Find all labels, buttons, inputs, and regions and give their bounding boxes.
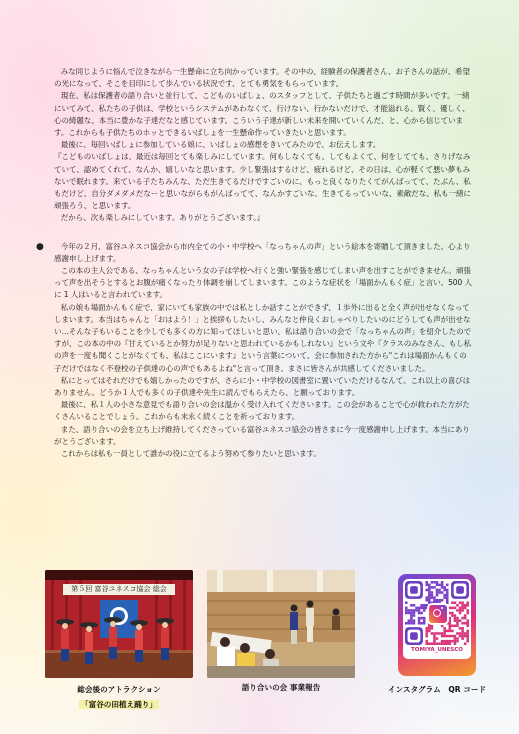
meeting-caption <box>207 682 355 693</box>
paragraph: みな同じように悩んで泣きながら一生懸命に立ち向かっています。その中の、経験者の保護者さん、お子さんの話が、希望の光になって、そこを目印にして歩んでいる状況です、とても勇気をもらっています。 <box>54 67 470 89</box>
meeting-caption-text: 語り合いの会 事業報告 <box>241 683 321 692</box>
quote-paragraph: 『こどものいばしょは、最近は毎回とても楽しみにしています。何もしなくても、してもよくて、何をしてても、さりげなみていて、認めてくれて、なんか、嬉しいなと思います。少し緊張はするけど、疲れるけど、その日は、心が軽くて悪い夢もみないで眠れます。来ている子たちみんな、ただ生きてるだけですごいのに、もっと良くなりたくてがんばってて、たぶん、私もだけど、自分ダメダメだなーと思いながらもがんばってて、なんかすごいな、生きてるっていいな、素敵だな、私も一緒に頑張ろう、と思います。 <box>54 152 471 211</box>
paragraph: 私の娘も場面かんもく症で、家にいても家族の中では私としか話すことができず、１歩外に出ると全く声が出せなくなってしまいます。本当はちゃんと「おはよう！」と挨拶もしたいし、みんなと仲良くおしゃべりしたいのにどうしても声が出せない…そんな子もいることを少しでも多くの方に知ってほしいと思い、私は語り合いの会で「なっちゃんの声」を紹介したのですが、この本の中の『甘えているとか努力が足りないと思われているかもしれない』という文や『クラスのみなさん、もし私の声を一度も聞くことがなくても、私はここにいます』という言葉について、会に参加された方から"これは場面かんもくの子だけではなく不登校の子供達の心の声でもあるよね"と言って頂き、まさに皆さんが共感してくださいました。 <box>54 302 472 373</box>
instagram-icon <box>427 603 449 625</box>
thanks-section <box>36 241 474 461</box>
paragraph: 現在、私は保護者の語り合いと並行して、こどものいばしょ、のスタッフとして、子供たちと過ごす時間が多いです。一緒にいてみて、私たちの子供は、学校というシステムがあわなくて、行けない、行かないだけで、才能溢れる、賢く、優しく、心の綺麗な、本当に豊かな子達だなと感じています。こういう子達が新しい未来を開いていくんだ、と、心から信じています。これからも子供たちのホッとできるいばしょを一生懸命作っていきたいと思います。 <box>54 91 470 138</box>
stage-banner: 第５回 富谷ユネスコ協会 総会 <box>71 585 167 593</box>
paragraph: 私にとってはそれだけでも嬉しかったのですが、さらに小・中学校の図書室に置いていただけるなんて。これ以上の喜びはありません。どうか１人でも多くの子供達や先生に読んでもらえたら、と願っております。 <box>54 375 471 398</box>
qr-code-inner <box>403 579 471 659</box>
paragraph: この本の主人公である、なっちゃんという女の子は学校へ行くと強い緊張を感じてしまい声を出すことができません。頑張って声を出そうとするとお腹が痛くなったり体調を崩してしまいます。このような症状を「場面かんもく症」と言い、500 人に 1 人はいると言われています。 <box>54 266 472 300</box>
stage-caption-line2: 「富谷の田植え踊り」 <box>81 700 157 709</box>
paragraph: 最後に、毎回いばしょに参加している娘に、いばしょの感想をきいてみたので、お伝えします。 <box>60 140 381 150</box>
qr-handle: TOMIYA_UNESCO <box>411 647 463 653</box>
bullet-icon: ● <box>36 241 44 252</box>
stage-caption <box>45 684 193 710</box>
main-text <box>36 66 474 460</box>
paragraph: これからは私も一員として誰かの役に立てるよう努めて参りたいと思います。 <box>60 449 321 459</box>
paragraph: 最後に、私１人の小さな意見でも語り合いの会は温かく受け入れてくださいます。この会があることで心が救われた方がたくさんいることでしょう。これからも末永く続くことを祈っております。 <box>54 400 470 422</box>
qr-code-card <box>398 574 476 676</box>
stage-caption-line1: 総会後のアトラクション <box>77 685 161 694</box>
qr-caption <box>380 684 494 695</box>
paragraph: 今年の２月、富谷ユネスコ協会から市内全ての小・中学校へ「なっちゃんの声」という絵本を寄贈して頂きました。心より感謝申し上げます。 <box>54 241 471 263</box>
quote-closing: だから、次も楽しみにしています。ありがとうございます。』 <box>60 213 265 223</box>
qr-caption-text: インスタグラム QR コード <box>387 685 487 694</box>
stage-photo <box>45 570 193 678</box>
paragraph: また、語り合いの会を立ち上げ維持してくださっている富谷ユネスコ協会の皆さまに今一度感謝申し上げます。本当にありがとうございます。 <box>54 424 470 446</box>
meeting-photo <box>207 570 355 678</box>
